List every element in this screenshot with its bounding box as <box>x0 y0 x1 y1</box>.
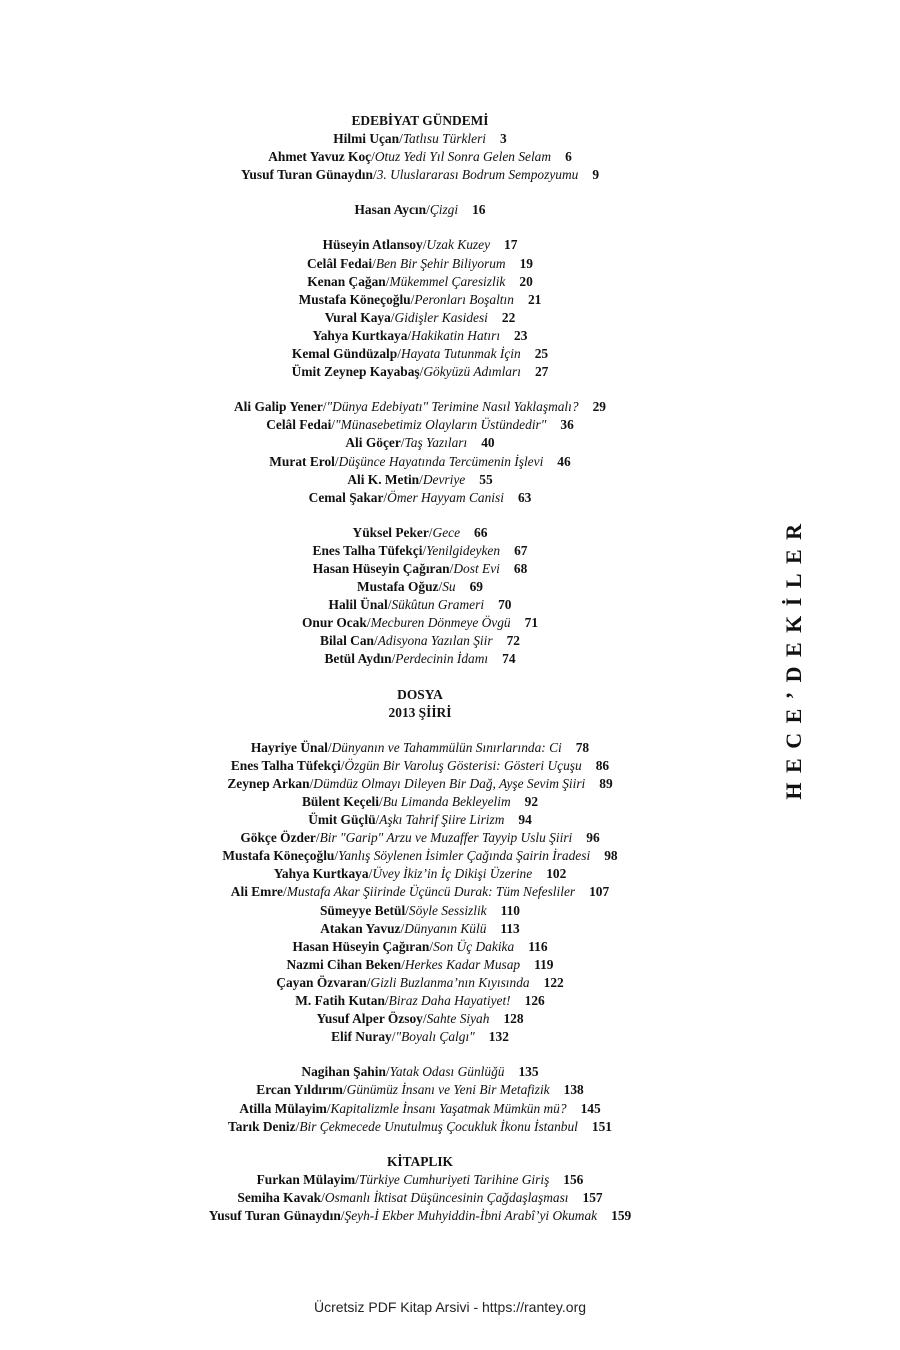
entry-page-number: 89 <box>599 775 613 791</box>
entry-author: Cemal Şakar <box>308 489 384 505</box>
toc-entry <box>50 793 790 811</box>
entry-page-number: 20 <box>519 273 533 289</box>
footer-note: Ücretsiz PDF Kitap Arsivi - https://rantey.org <box>313 1299 587 1315</box>
entry-page-number: 156 <box>563 1171 584 1187</box>
toc-entry <box>50 255 790 273</box>
entry-page-number: 113 <box>500 920 520 936</box>
entry-title: Su <box>442 579 456 595</box>
entry-author: Ahmet Yavuz Koç <box>268 149 372 165</box>
entry-title: Yanlış Söylenen İsimler Çağında Şairin İradesi <box>338 848 591 864</box>
entry-separator: / <box>385 273 390 289</box>
entry-separator: / <box>438 579 443 595</box>
entry-title: Mustafa Akar Şiirinde Üçüncü Durak: Tüm Nefesliler <box>286 884 576 900</box>
entry-page-number: 135 <box>518 1064 539 1080</box>
entry-separator: / <box>372 255 376 271</box>
toc-entry <box>50 416 790 434</box>
entry-separator: / <box>373 633 378 649</box>
toc-section <box>50 739 790 1047</box>
toc-section <box>50 398 790 507</box>
entry-separator: / <box>322 399 327 415</box>
entry-title: Bir "Garip" Arzu ve Muzaffer Tayyip Uslu Şiiri <box>319 830 573 846</box>
entry-title: Hakikatin Hatırı <box>411 327 501 343</box>
entry-page-number: 68 <box>513 560 528 576</box>
toc-section <box>50 112 790 184</box>
entry-author: Hasan Hüseyin Çağıran <box>312 560 450 576</box>
side-title <box>774 497 814 817</box>
entry-separator: / <box>428 524 433 540</box>
toc-entry <box>50 542 790 560</box>
toc-entry <box>50 1118 790 1136</box>
toc-entry <box>50 1189 790 1207</box>
entry-separator: / <box>340 1207 345 1223</box>
entry-title: Çizgi <box>429 202 459 218</box>
entry-author: Ali Göçer <box>345 435 401 451</box>
entry-title: Herkes Kadar Musap <box>404 956 521 972</box>
entry-title: Biraz Daha Hayatiyet! <box>388 993 511 1009</box>
entry-separator: / <box>366 974 371 990</box>
entry-title: Düşünce Hayatında Tercümenin İşlevi <box>338 453 544 469</box>
side-title-text: HECE’DEKİLER <box>781 514 806 800</box>
entry-page-number: 102 <box>546 866 567 882</box>
entry-separator: / <box>422 542 427 558</box>
entry-page-number: 94 <box>518 812 532 828</box>
entry-page-number: 110 <box>500 902 520 918</box>
entry-separator: / <box>426 202 430 218</box>
entry-author: Ali Emre <box>230 884 283 900</box>
toc-entry <box>50 1100 790 1118</box>
entry-author: Ali K. Metin <box>347 471 420 487</box>
entry-page-number: 107 <box>589 884 610 900</box>
entry-author: Ümit Zeynep Kayabaş <box>291 364 420 380</box>
entry-title: Türkiye Cumhuriyeti Tarihine Giriş <box>358 1171 550 1187</box>
toc-section <box>50 524 790 669</box>
toc-entry <box>50 1028 790 1046</box>
entry-author: Hayriye Ünal <box>250 739 328 755</box>
entry-author: Nagihan Şahin <box>301 1064 386 1080</box>
entry-separator: / <box>340 757 345 773</box>
entry-title: Perdecinin İdamı <box>395 651 489 667</box>
toc-section <box>50 686 790 722</box>
entry-separator: / <box>315 830 320 846</box>
entry-separator: / <box>385 1064 390 1080</box>
toc-entry <box>50 398 790 416</box>
entry-author: Halil Ünal <box>328 597 388 613</box>
entry-author: Celâl Fedai <box>306 255 373 271</box>
entry-page-number: 6 <box>565 149 572 165</box>
entry-author: Vural Kaya <box>324 309 391 325</box>
section-heading: 2013 ŞİİRİ <box>388 704 452 720</box>
entry-page-number: 122 <box>543 974 564 990</box>
entry-author: Murat Erol <box>269 453 335 469</box>
section-heading: EDEBİYAT GÜNDEMİ <box>351 113 489 128</box>
entry-page-number: 126 <box>524 993 545 1009</box>
toc-entry <box>50 632 790 650</box>
entry-author: Çayan Özvaran <box>276 974 367 990</box>
entry-page-number: 78 <box>575 739 590 755</box>
toc-entry <box>50 148 790 166</box>
entry-separator: / <box>331 417 336 433</box>
toc-entry <box>50 883 790 901</box>
entry-author: Hasan Hüseyin Çağıran <box>292 938 430 954</box>
entry-title: Osmanlı İktisat Düşüncesinin Çağdaşlaşması <box>324 1189 569 1205</box>
toc-entry <box>50 273 790 291</box>
entry-separator: / <box>407 327 412 343</box>
entry-separator: / <box>371 149 375 165</box>
entry-separator: / <box>397 346 401 362</box>
toc-entry <box>50 902 790 920</box>
entry-author: M. Fatih Kutan <box>295 993 385 1009</box>
entry-page-number: 159 <box>611 1207 632 1223</box>
entry-page-number: 66 <box>474 524 488 540</box>
entry-title: Gizli Buzlanma’nın Kıyısında <box>370 974 530 990</box>
entry-author: Celâl Fedai <box>266 417 332 433</box>
toc-entry <box>50 775 790 793</box>
entry-separator: / <box>429 938 434 954</box>
entry-separator: / <box>400 920 405 936</box>
toc-entry <box>50 596 790 614</box>
entry-page-number: 16 <box>472 202 486 218</box>
entry-separator: / <box>391 651 396 667</box>
entry-title: Dünyanın Külü <box>404 920 487 936</box>
toc-entry <box>50 166 790 184</box>
entry-separator: / <box>326 1100 331 1116</box>
entry-page-number: 67 <box>514 542 528 558</box>
entry-page-number: 157 <box>582 1189 603 1205</box>
toc-entry <box>50 471 790 489</box>
entry-author: Elif Nuray <box>331 1029 392 1045</box>
entry-page-number: 138 <box>563 1082 584 1098</box>
entry-separator: / <box>334 453 339 469</box>
entry-author: Sümeyye Betül <box>319 902 406 918</box>
entry-author: Yahya Kurtkaya <box>273 866 369 882</box>
toc-entry <box>50 739 790 757</box>
section-heading: KİTAPLIK <box>387 1153 453 1169</box>
entry-title: Gidişler Kasidesi <box>394 309 488 325</box>
entry-title: Peronları Boşaltın <box>414 291 514 307</box>
entry-title: Otuz Yedi Yıl Sonra Gelen Selam <box>374 149 552 165</box>
entry-separator: / <box>391 1029 396 1045</box>
entry-page-number: 69 <box>469 579 483 595</box>
entry-page-number: 21 <box>527 291 542 307</box>
toc-entry <box>50 650 790 668</box>
entry-title: Devriye <box>422 471 466 487</box>
entry-page-number: 25 <box>534 346 549 362</box>
entry-title: Ömer Hayyam Canisi <box>387 489 504 505</box>
entry-author: Onur Ocak <box>301 615 367 631</box>
toc-entry <box>50 992 790 1010</box>
entry-separator: / <box>390 309 395 325</box>
entry-page-number: 40 <box>481 435 495 451</box>
entry-separator: / <box>422 1011 427 1027</box>
entry-title: Mecburen Dönmeye Övgü <box>370 615 511 631</box>
entry-page-number: 36 <box>560 417 574 433</box>
entry-title: "Dünya Edebiyatı" Terimine Nasıl Yaklaşmalı? <box>326 399 579 415</box>
entry-separator: / <box>327 739 332 755</box>
toc-entry <box>50 236 790 254</box>
entry-author: Furkan Mülayim <box>256 1171 356 1187</box>
toc-entry <box>50 291 790 309</box>
entry-separator: / <box>372 167 377 183</box>
entry-author: Yahya Kurtkaya <box>312 327 408 343</box>
entry-page-number: 132 <box>488 1029 509 1045</box>
entry-author: Kenan Çağan <box>307 273 386 289</box>
entry-author: Zeynep Arkan <box>227 775 310 791</box>
entry-title: Kapitalizmle İnsanı Yaşatmak Mümkün mü? <box>330 1100 567 1116</box>
toc-entry <box>50 614 790 632</box>
entry-page-number: 27 <box>534 364 549 380</box>
entry-title: Üvey İkiz’in İç Dikişi Üzerine <box>372 866 533 882</box>
entry-separator: / <box>342 1082 347 1098</box>
entry-author: Kemal Gündüzalp <box>291 346 398 362</box>
entry-separator: / <box>378 794 383 809</box>
entry-page-number: 70 <box>498 597 512 613</box>
toc-section <box>50 201 790 219</box>
entry-author: Tarık Deniz <box>228 1118 296 1134</box>
entry-page-number: 71 <box>524 615 539 631</box>
entry-page-number: 145 <box>580 1100 601 1116</box>
entry-author: Semiha Kavak <box>237 1189 322 1205</box>
entry-title: Günümüz İnsanı ve Yeni Bir Metafizik <box>346 1082 550 1098</box>
entry-page-number: 9 <box>592 167 600 183</box>
entry-author: Hüseyin Atlansoy <box>322 237 423 253</box>
entry-title: Sahte Siyah <box>426 1011 490 1027</box>
entry-page-number: 86 <box>595 757 610 773</box>
entry-title: Taş Yazıları <box>404 435 468 451</box>
entry-separator: / <box>383 489 388 505</box>
entry-separator: / <box>410 291 415 307</box>
entry-separator: / <box>355 1171 359 1187</box>
entry-separator: / <box>401 956 405 972</box>
toc-entry <box>50 938 790 956</box>
entry-separator: / <box>405 902 409 918</box>
entry-author: Yusuf Turan Günaydın <box>240 167 373 183</box>
entry-separator: / <box>366 615 371 631</box>
entry-author: Atilla Mülayim <box>239 1100 327 1116</box>
entry-title: Ben Bir Şehir Biliyorum <box>375 255 506 271</box>
toc-entry <box>50 974 790 992</box>
entry-page-number: 29 <box>592 399 606 415</box>
entry-author: Ümit Güçlü <box>308 812 376 828</box>
entry-author: Gökçe Özder <box>240 830 316 846</box>
toc-entry <box>50 560 790 578</box>
entry-author: Mustafa Köneçoğlu <box>298 291 411 307</box>
toc-section <box>50 236 790 381</box>
entry-page-number: 23 <box>514 327 528 343</box>
entry-title: Bu Limanda Bekleyelim <box>382 794 511 809</box>
entry-title: Son Üç Dakika <box>433 938 515 954</box>
toc-entry <box>50 434 790 452</box>
entry-page-number: 119 <box>534 956 554 972</box>
entry-separator: / <box>449 560 454 576</box>
entry-title: 3. Uluslararası Bodrum Sempozyumu <box>376 167 579 183</box>
entry-title: Dümdüz Olmayı Dileyen Bir Dağ, Ayşe Sevim Şiiri <box>313 775 586 791</box>
entry-author: Betül Aydın <box>324 651 392 667</box>
entry-author: Hasan Aycın <box>354 202 427 218</box>
toc-section <box>50 1063 790 1135</box>
entry-page-number: 96 <box>586 830 600 846</box>
entry-page-number: 128 <box>503 1011 524 1027</box>
toc-entry <box>50 847 790 865</box>
entry-title: Gece <box>432 524 461 540</box>
toc-entry <box>50 524 790 542</box>
toc-entry <box>50 130 790 148</box>
entry-title: Özgün Bir Varoluş Gösterisi: Gösteri Uçuşu <box>344 757 582 773</box>
entry-author: Ali Galip Yener <box>234 399 323 415</box>
entry-title: Gökyüzü Adımları <box>423 364 521 380</box>
entry-page-number: 22 <box>501 309 516 325</box>
entry-page-number: 46 <box>557 453 571 469</box>
table-of-contents <box>50 112 790 1225</box>
entry-title: "Münasebetimiz Olayların Üstündedir" <box>335 417 547 433</box>
entry-separator: / <box>295 1118 300 1134</box>
toc-entry <box>50 829 790 847</box>
toc-entry <box>50 489 790 507</box>
entry-title: "Boyalı Çalgı" <box>395 1029 475 1045</box>
entry-author: Mustafa Köneçoğlu <box>222 848 335 864</box>
entry-title: Hayata Tutunmak İçin <box>400 346 521 362</box>
entry-page-number: 74 <box>502 651 516 667</box>
entry-separator: / <box>400 435 405 451</box>
entry-author: Ercan Yıldırım <box>256 1082 343 1098</box>
toc-entry <box>50 757 790 775</box>
entry-page-number: 92 <box>524 794 539 809</box>
entry-title: Dost Evi <box>453 560 500 576</box>
entry-page-number: 63 <box>517 489 532 505</box>
entry-author: Yüksel Peker <box>352 524 429 540</box>
toc-entry <box>50 1063 790 1081</box>
entry-separator: / <box>422 237 427 253</box>
entry-title: Dünyanın ve Tahammülün Sınırlarında: Ci <box>331 739 562 755</box>
entry-author: Enes Talha Tüfekçi <box>312 542 423 558</box>
entry-page-number: 55 <box>479 471 493 487</box>
entry-page-number: 19 <box>519 255 533 271</box>
entry-title: Tatlısu Türkleri <box>402 131 487 147</box>
entry-author: Atakan Yavuz <box>320 920 401 936</box>
entry-author: Nazmi Cihan Beken <box>286 956 402 972</box>
entry-separator: / <box>399 131 403 147</box>
toc-entry <box>50 920 790 938</box>
entry-page-number: 3 <box>500 131 507 147</box>
entry-author: Enes Talha Tüfekçi <box>230 757 341 773</box>
toc-entry <box>50 865 790 883</box>
entry-page-number: 72 <box>506 633 520 649</box>
entry-title: Adisyona Yazılan Şiir <box>377 633 493 649</box>
entry-title: Aşkı Tahrif Şiire Lirizm <box>379 812 505 828</box>
entry-page-number: 116 <box>528 938 548 954</box>
toc-entry <box>50 1207 790 1225</box>
entry-title: Bir Çekmecede Unutulmuş Çocukluk İkonu İstanbul <box>299 1118 578 1134</box>
toc-entry <box>50 1171 790 1189</box>
entry-separator: / <box>419 471 423 487</box>
toc-entry <box>50 956 790 974</box>
toc-entry <box>50 578 790 596</box>
entry-title: Yenilgideyken <box>426 542 501 558</box>
entry-page-number: 98 <box>604 848 618 864</box>
entry-author: Bülent Keçeli <box>301 794 379 809</box>
toc-entry <box>50 363 790 381</box>
entry-separator: / <box>387 597 392 613</box>
toc-entry <box>50 327 790 345</box>
entry-separator: / <box>321 1189 325 1205</box>
entry-separator: / <box>283 884 287 900</box>
toc-entry <box>50 309 790 327</box>
toc-entry <box>50 201 790 219</box>
toc-entry <box>50 811 790 829</box>
toc-entry <box>50 453 790 471</box>
toc-entry <box>50 1081 790 1099</box>
entry-title: Mükemmel Çaresizlik <box>389 273 506 289</box>
entry-title: Yatak Odası Günlüğü <box>389 1064 505 1080</box>
entry-author: Yusuf Alper Özsoy <box>316 1011 423 1027</box>
entry-separator: / <box>419 364 424 380</box>
entry-separator: / <box>309 775 314 791</box>
entry-separator: / <box>334 848 339 864</box>
entry-author: Hilmi Uçan <box>333 131 400 147</box>
entry-author: Bilal Can <box>320 633 374 649</box>
entry-author: Yusuf Turan Günaydın <box>208 1207 341 1223</box>
entry-title: Uzak Kuzey <box>426 237 491 253</box>
toc-entry <box>50 345 790 363</box>
entry-page-number: 151 <box>591 1118 612 1134</box>
entry-title: Söyle Sessizlik <box>408 902 487 918</box>
entry-separator: / <box>375 812 380 828</box>
entry-page-number: 17 <box>504 237 518 253</box>
entry-title: Şeyh-İ Ekber Muhyiddin-İbni Arabî’yi Okumak <box>344 1207 598 1223</box>
toc-entry <box>50 1010 790 1028</box>
entry-title: Sükûtun Grameri <box>391 597 485 613</box>
entry-author: Mustafa Oğuz <box>357 579 439 595</box>
section-heading: DOSYA <box>397 686 443 702</box>
toc-section <box>50 1153 790 1225</box>
entry-separator: / <box>384 993 389 1009</box>
entry-separator: / <box>368 866 373 882</box>
